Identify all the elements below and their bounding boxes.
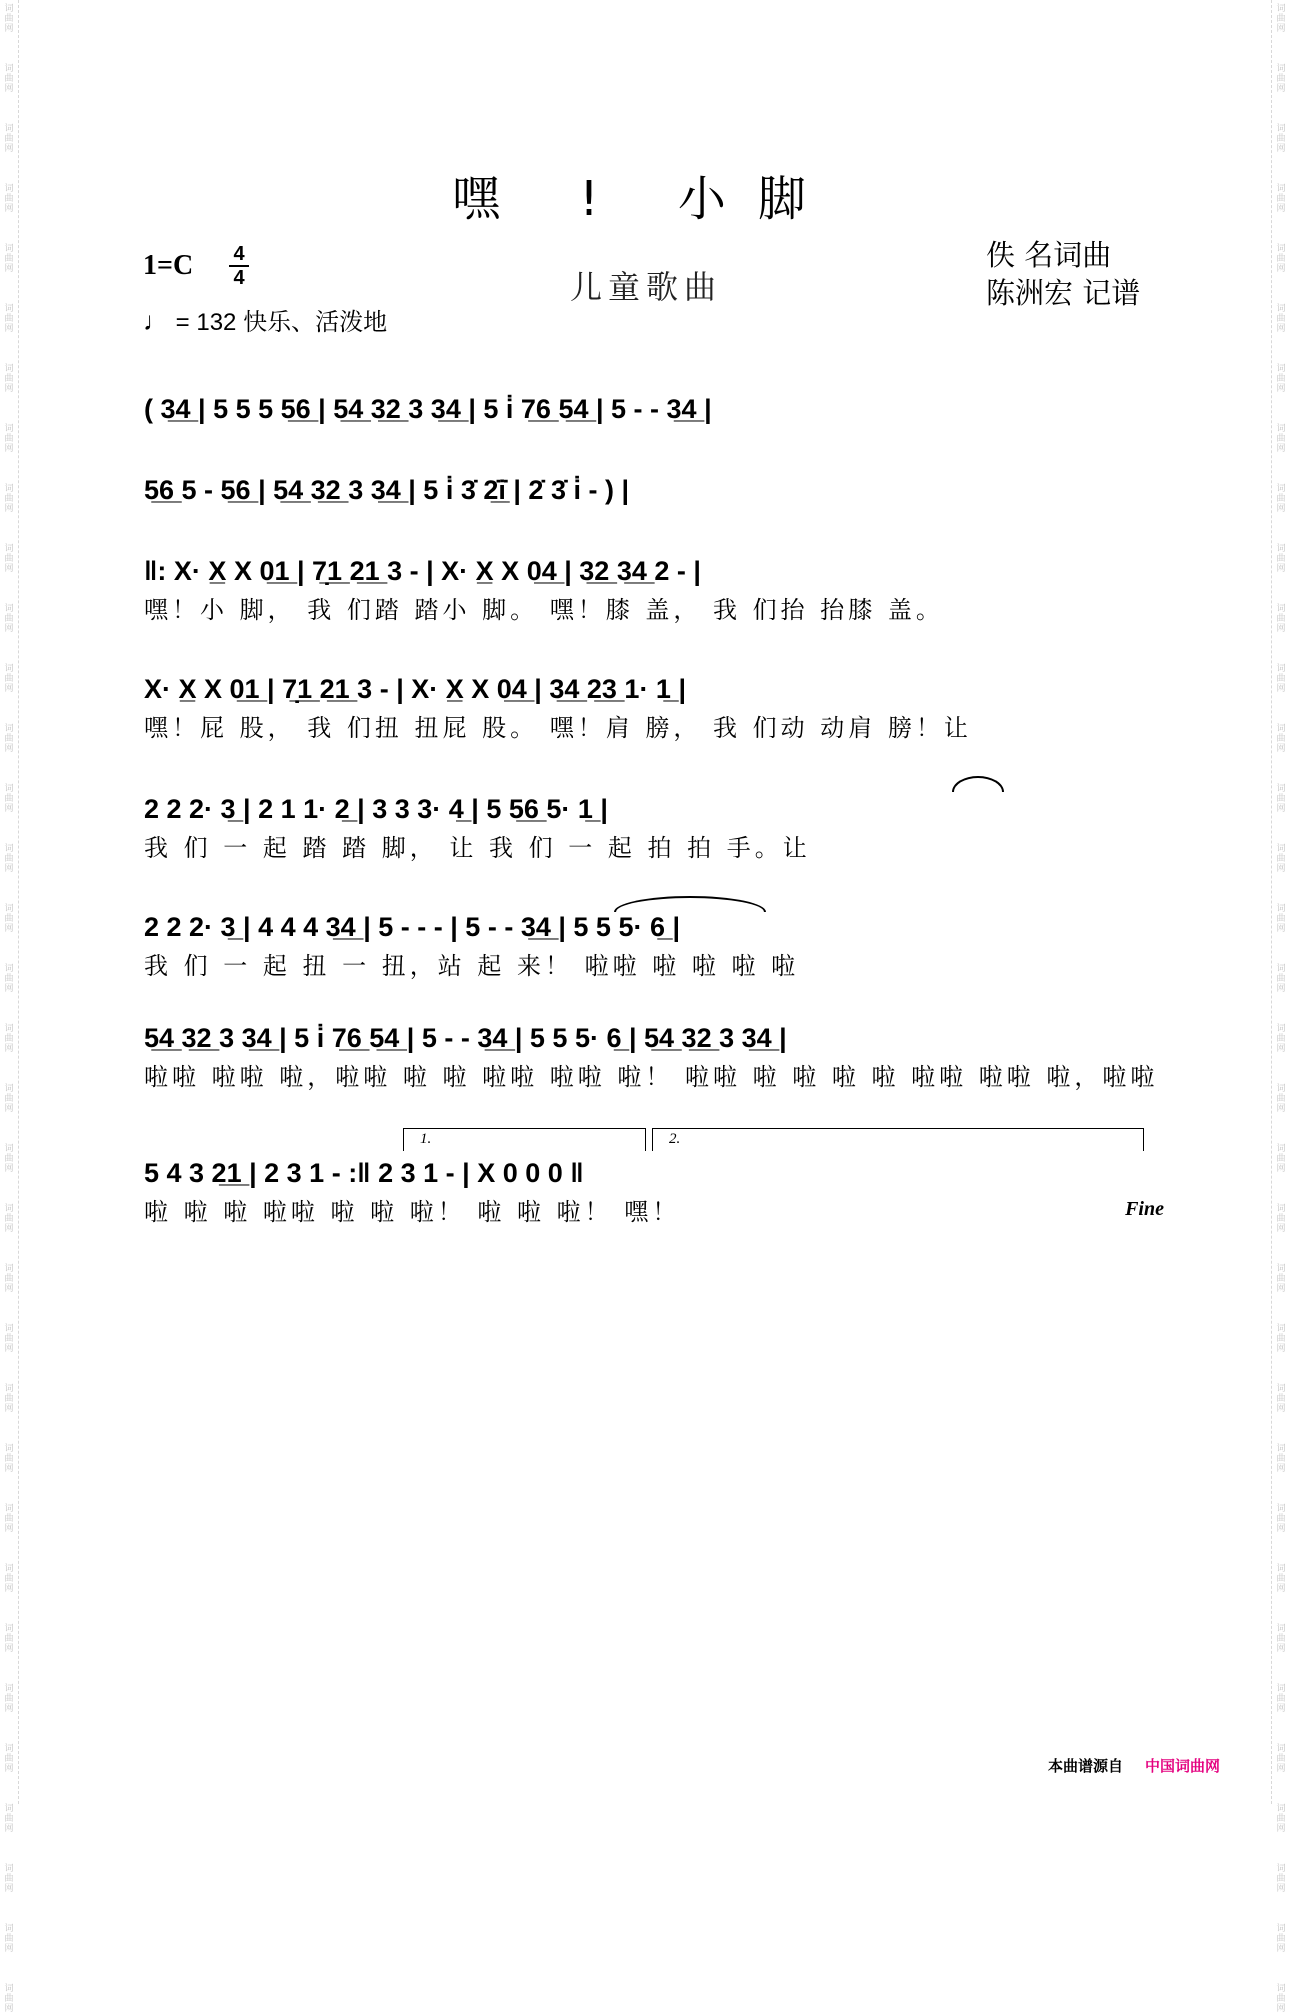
watermark-text: 词 曲 网 xyxy=(1276,1144,1286,1174)
watermark-text: 词 曲 网 xyxy=(4,1804,14,1834)
watermark-text: 词 曲 网 xyxy=(1276,1984,1286,2014)
watermark-text: 词 曲 网 xyxy=(1276,664,1286,694)
watermark-text: 词 曲 网 xyxy=(1276,124,1286,154)
watermark-text: 词 曲 网 xyxy=(1276,1264,1286,1294)
watermark-text: 词 曲 网 xyxy=(1276,64,1286,94)
watermark-text: 词 曲 网 xyxy=(1276,1564,1286,1594)
music-line-4 xyxy=(0,664,1290,794)
music-line-5 xyxy=(0,784,1290,914)
watermark-text: 词 曲 网 xyxy=(1276,784,1286,814)
watermark-text: 词 曲 网 xyxy=(1276,604,1286,634)
watermark-text: 词 曲 网 xyxy=(4,1264,14,1294)
time-signature xyxy=(229,244,249,288)
watermark-text: 词 曲 网 xyxy=(1276,1744,1286,1774)
watermark-text: 词 曲 网 xyxy=(4,1144,14,1174)
watermark-text: 词 曲 网 xyxy=(4,424,14,454)
watermark-text: 词 曲 网 xyxy=(4,904,14,934)
watermark-text: 词 曲 网 xyxy=(1276,1864,1286,1894)
watermark-text: 词 曲 网 xyxy=(1276,1684,1286,1714)
watermark-text: 词 曲 网 xyxy=(1276,1324,1286,1354)
watermark-text: 词 曲 网 xyxy=(1276,184,1286,214)
lyrics-row: 我 们 一 起 踏 踏 脚， 让 我 们 一 起 拍 拍 手。让 xyxy=(144,833,811,862)
watermark-text: 词 曲 网 xyxy=(1276,1384,1286,1414)
tempo-marking xyxy=(143,302,387,337)
watermark-text: 词 曲 网 xyxy=(4,1684,14,1714)
music-line-7 xyxy=(0,1013,1290,1143)
notation-row: 5̲4̲ 3̲2̲ 3 3̲4̲ | 5 i̇ 7̲6̲ 5̲4̲ | 5 - - 3̲4̲ | 5 5 5· 6̲ | 5̲4̲ 3̲2̲ 3 3̲4̲ | xyxy=(144,1022,787,1053)
notation-row: 5̲6̲ 5 - 5̲6̲ | 5̲4̲ 3̲2̲ 3 3̲4̲ | 5 i̇ 3̇ 2̲̇i̲̇ | 2̇ 3̇ i̇ - ) | xyxy=(144,474,629,505)
notation-row: ( 3̲4̲ | 5 5 5 5̲6̲ | 5̲4̲ 3̲2̲ 3 3̲4̲ | 5 i̇ 7̲6̲ 5̲4̲ | 5 - - 3̲4̲ | xyxy=(144,393,712,424)
lyrics-text: 啦 啦 啦 啦啦 啦 啦 啦！ 啦 啦 啦！ 嘿！ xyxy=(144,1197,681,1226)
quarter-note-icon: ♩ xyxy=(143,306,169,336)
watermark-text: 词 曲 网 xyxy=(1276,1444,1286,1474)
watermark-text: 词 曲 网 xyxy=(1276,244,1286,274)
watermark-text: 词 曲 网 xyxy=(4,1084,14,1114)
time-signature-top: 4 xyxy=(233,243,245,265)
watermark-text: 词 曲 网 xyxy=(1276,424,1286,454)
song-subtitle: 儿童歌曲 xyxy=(570,268,723,306)
source-footer xyxy=(1048,1755,1220,1776)
watermark-text: 词 曲 网 xyxy=(4,844,14,874)
transcriber-credit: 陈洲宏 记谱 xyxy=(986,276,1141,310)
notation-row: 2 2 2· 3̲ | 2 1 1· 2̲ | 3 3 3· 4̲ | 5 5̲6̲ 5· 1̲ | xyxy=(144,793,608,824)
watermark-text: 词 曲 网 xyxy=(1276,1024,1286,1054)
watermark-text: 词 曲 网 xyxy=(1276,844,1286,874)
watermark-text: 词 曲 网 xyxy=(4,1384,14,1414)
music-line-8 xyxy=(0,1148,1290,1278)
lyrics-row: 啦啦 啦啦 啦，啦啦 啦 啦 啦啦 啦啦 啦！ 啦啦 啦 啦 啦 啦 啦啦 啦啦 啦，啦啦 xyxy=(144,1062,1159,1091)
watermark-text: 词 曲 网 xyxy=(4,1624,14,1654)
watermark-text: 词 曲 网 xyxy=(4,1024,14,1054)
watermark-text: 词 曲 网 xyxy=(4,64,14,94)
watermark-text: 词 曲 网 xyxy=(4,484,14,514)
song-title: 嘿 ! 小脚 xyxy=(452,171,838,227)
watermark-text: 词 曲 网 xyxy=(4,1984,14,2014)
watermark-text: 词 曲 网 xyxy=(4,1204,14,1234)
music-line-3 xyxy=(0,546,1290,676)
watermark-text: 词 曲 网 xyxy=(1276,1204,1286,1234)
fine-mark: Fine xyxy=(1125,1197,1164,1220)
watermark-text: 词 曲 网 xyxy=(1276,724,1286,754)
watermark-text: 词 曲 网 xyxy=(4,784,14,814)
tempo-text: = 132 快乐、活泼地 xyxy=(175,309,388,336)
watermark-text: 词 曲 网 xyxy=(1276,544,1286,574)
key-signature: 1=C xyxy=(143,250,194,281)
watermark-text: 词 曲 网 xyxy=(4,364,14,394)
lyrics-row: 嘿！屁 股， 我 们扭 扭屁 股。 嘿！肩 膀， 我 们动 动肩 膀！让 xyxy=(144,713,972,742)
lyrics-row: 嘿！小 脚， 我 们踏 踏小 脚。 嘿！膝 盖， 我 们抬 抬膝 盖。 xyxy=(144,595,944,624)
watermark-text: 词 曲 网 xyxy=(1276,1084,1286,1114)
notation-row: 5 4 3 2̲1̲ | 2 3 1 - :‖ 2 3 1 - | X 0 0 0 ‖ xyxy=(144,1157,584,1188)
watermark-text: 词 曲 网 xyxy=(1276,364,1286,394)
watermark-text: 词 曲 网 xyxy=(4,1564,14,1594)
lyrics-row xyxy=(144,1192,1164,1226)
volta-1-label: 1. xyxy=(420,1131,432,1147)
notation-row: X· X̲ X 0̲1̲ | 7̣̲1̲ 2̲1̲ 3 - | X· X̲ X 0̲4̲ | 3̲4̲ 2̲3̲ 1· 1̲ | xyxy=(144,673,687,704)
watermark-text: 词 曲 网 xyxy=(4,1864,14,1894)
watermark-text: 词 曲 网 xyxy=(4,604,14,634)
watermark-text: 词 曲 网 xyxy=(1276,4,1286,34)
watermark-text: 词 曲 网 xyxy=(4,304,14,334)
lyrics-music-credit: 佚 名词曲 xyxy=(986,238,1112,272)
watermark-text: 词 曲 网 xyxy=(4,124,14,154)
watermark-text: 词 曲 网 xyxy=(4,1504,14,1534)
watermark-text: 词 曲 网 xyxy=(1276,1504,1286,1534)
notation-row: 2 2 2· 3̲ | 4 4 4 3̲4̲ | 5 - - - | 5 - - 3̲4̲ | 5 5 5· 6̲ | xyxy=(144,911,681,942)
watermark-text: 词 曲 网 xyxy=(4,724,14,754)
watermark-text: 词 曲 网 xyxy=(4,1444,14,1474)
watermark-text: 词 曲 网 xyxy=(4,544,14,574)
watermark-text: 词 曲 网 xyxy=(1276,304,1286,334)
watermark-text: 词 曲 网 xyxy=(1276,904,1286,934)
notation-row: ‖: X· X̲ X 0̲1̲ | 7̣̲1̲ 2̲1̲ 3 - | X· X̲ X 0̲4̲ | 3̲2̲ 3̲4̲ 2 - | xyxy=(144,555,701,586)
watermark-text: 词 曲 网 xyxy=(4,1924,14,1954)
watermark-text: 词 曲 网 xyxy=(4,4,14,34)
watermark-text: 词 曲 网 xyxy=(4,664,14,694)
watermark-text: 词 曲 网 xyxy=(4,1324,14,1354)
watermark-text: 词 曲 网 xyxy=(1276,1804,1286,1834)
watermark-text: 词 曲 网 xyxy=(4,964,14,994)
watermark-text: 词 曲 网 xyxy=(1276,484,1286,514)
watermark-text: 词 曲 网 xyxy=(1276,964,1286,994)
watermark-text: 词 曲 网 xyxy=(4,184,14,214)
lyrics-row: 我 们 一 起 扭 一 扭，站 起 来！ 啦啦 啦 啦 啦 啦 xyxy=(144,951,800,980)
watermark-text: 词 曲 网 xyxy=(1276,1624,1286,1654)
time-signature-bottom: 4 xyxy=(233,267,245,289)
watermark-text: 词 曲 网 xyxy=(1276,1924,1286,1954)
source-label: 本曲谱源自 xyxy=(1047,1758,1123,1775)
watermark-text: 词 曲 网 xyxy=(4,1744,14,1774)
site-name[interactable]: 中国词曲网 xyxy=(1144,1758,1220,1775)
volta-2-label: 2. xyxy=(669,1131,681,1147)
credits xyxy=(986,236,1140,312)
watermark-text: 词 曲 网 xyxy=(4,244,14,274)
